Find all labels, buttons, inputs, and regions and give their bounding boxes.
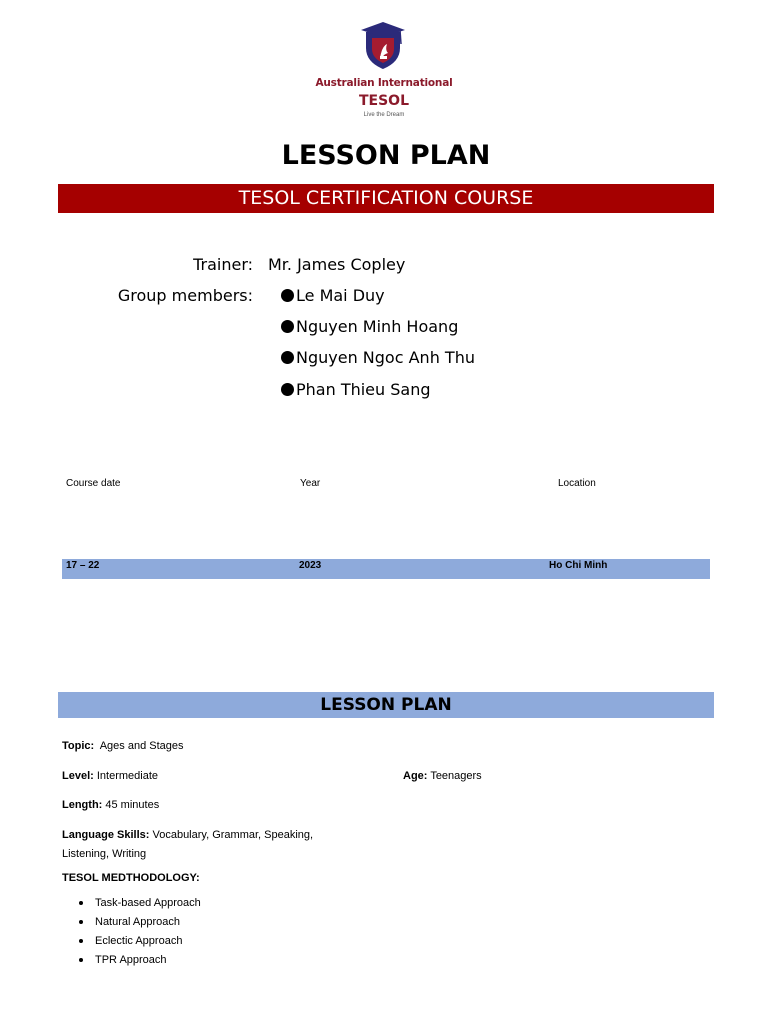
member-item [281,317,458,336]
member-name: Le Mai Duy [296,286,385,305]
list-item: TPR Approach [62,952,201,971]
bullet-icon [281,351,294,364]
member-name: Nguyen Minh Hoang [296,317,459,336]
year-value: 2023 [299,560,322,571]
skills-field [62,829,313,841]
bullet-icon [281,320,294,333]
org-tagline: Live the Dream [363,112,405,118]
list-item: Task-based Approach [62,895,201,914]
org-name: Australian International [315,77,453,89]
length-field [62,799,159,811]
bullet-icon [281,383,294,396]
length-label: Length: [62,799,103,811]
level-value: Intermediate [96,770,159,782]
skills-field-continued: Listening, Writing [62,848,147,860]
topic-value: Ages and Stages [99,740,184,752]
bullet-icon [281,289,294,302]
age-value: Teenagers [430,770,482,782]
member-name: Phan Thieu Sang [296,380,431,399]
document-title: LESSON PLAN [281,140,491,171]
trainer-name: Mr. James Copley [268,255,406,274]
methodology-label: TESOL MEDTHODOLOGY: [62,872,200,884]
skills-value: Vocabulary, Grammar, Speaking, [152,829,314,841]
group-members-label: Group members: [117,286,253,305]
location-header: Location [558,478,596,489]
length-value: 45 minutes [105,799,160,811]
list-item: Natural Approach [62,914,201,933]
level-field [62,770,158,782]
skills-label: Language Skills: [62,829,150,841]
age-label: Age: [403,770,428,782]
level-label: Level: [62,770,94,782]
year-header: Year [300,478,321,489]
location-value: Ho Chi Minh [549,560,608,571]
age-field [403,770,482,782]
course-date-value: 17 – 22 [66,560,100,571]
org-subtitle: TESOL [358,93,410,109]
course-date-header: Course date [66,478,121,489]
methodology-list [62,895,201,971]
list-item: Eclectic Approach [62,933,201,952]
member-item [281,380,431,399]
member-name: Nguyen Ngoc Anh Thu [296,348,475,367]
course-banner: TESOL CERTIFICATION COURSE [58,184,714,213]
graduation-cap-shield-icon [360,20,406,70]
lesson-plan-banner: LESSON PLAN [58,692,714,718]
topic-label: Topic: [62,740,95,752]
member-item [281,348,475,367]
topic-field [62,740,184,752]
member-item [281,286,385,305]
course-info-row [62,559,710,579]
trainer-label: Trainer: [193,255,253,274]
